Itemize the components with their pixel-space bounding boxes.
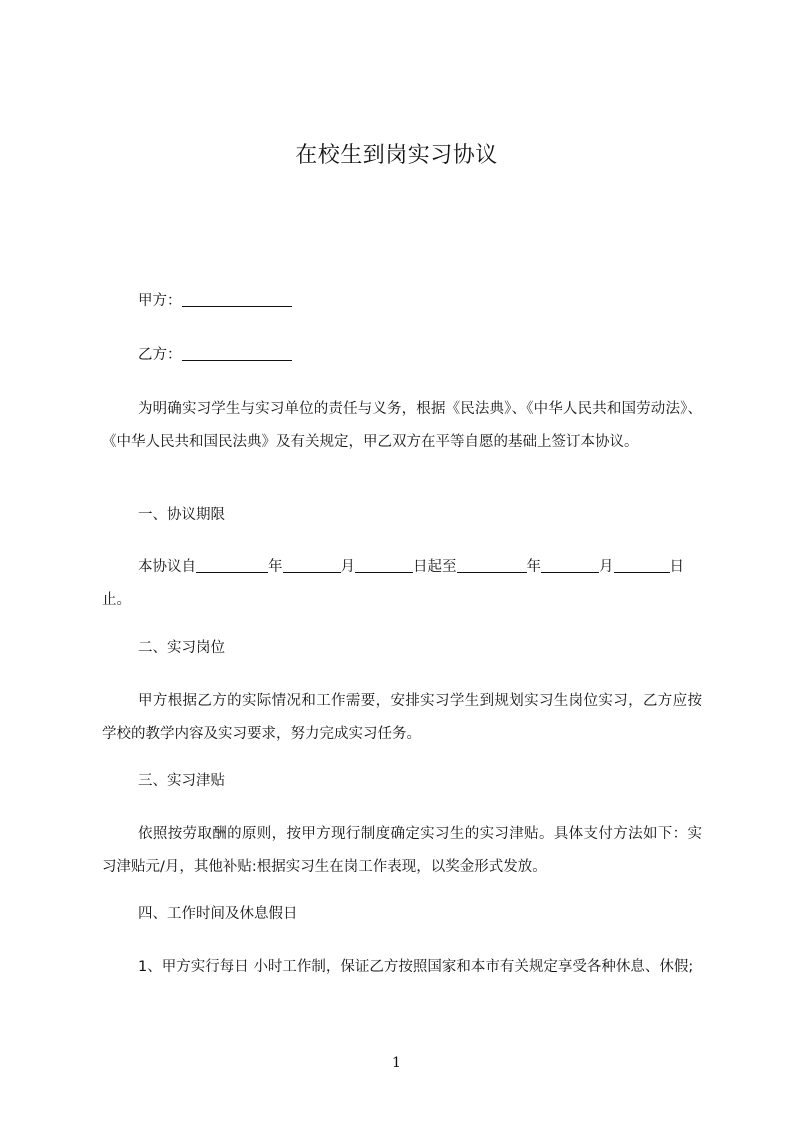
start-year-blank [196, 558, 268, 573]
term-month1: 月 [340, 559, 355, 575]
document-title: 在校生到岗实习协议 [295, 143, 498, 168]
term-prefix: 本协议自 [138, 559, 196, 575]
position-paragraph: 甲方根据乙方的实际情况和工作需要，安排实习学生到规划实习生岗位实习，乙方应按学校的教学内容及实习要求，努力完成实习任务。 [102, 693, 702, 742]
term-end: 止。 [102, 592, 131, 608]
section-heading-allowance: 三、实习津贴 [138, 773, 225, 789]
section-heading-hours: 四、工作时间及休息假日 [138, 906, 298, 922]
end-day-blank [614, 558, 670, 573]
intro-paragraph: 为明确实习学生与实习单位的责任与义务，根据《民法典》、《中华人民共和国劳动法》、《中华人民共和国民法典》及有关规定，甲乙双方在平等自愿的基础上签订本协议。 [102, 401, 702, 450]
party-b-line [138, 345, 292, 365]
party-b-blank [182, 346, 292, 361]
start-day-blank [355, 558, 413, 573]
party-a-label: 甲方： [138, 293, 182, 309]
party-a-line [138, 291, 292, 311]
allowance-paragraph: 依照按劳取酬的原则，按甲方现行制度确定实习生的实习津贴。具体支付方法如下：实习津贴元/月，其他补贴:根据实习生在岗工作表现，以奖金形式发放。 [102, 826, 702, 875]
term-year1: 年 [268, 559, 283, 575]
hours-paragraph: 1、甲方实行每日 小时工作制，保证乙方按照国家和本市有关规定享受各种休息、休假; [138, 959, 694, 975]
section-heading-position: 二、实习岗位 [138, 640, 225, 656]
term-paragraph [102, 551, 702, 617]
party-a-blank [182, 292, 292, 307]
start-month-blank [283, 558, 341, 573]
term-month2: 月 [599, 559, 614, 575]
section-heading-term: 一、协议期限 [138, 507, 225, 523]
term-day1: 日起至 [413, 559, 457, 575]
page-number: 1 [392, 1055, 401, 1071]
end-year-blank [457, 558, 527, 573]
term-year2: 年 [526, 559, 541, 575]
party-b-label: 乙方： [138, 347, 182, 363]
end-month-blank [541, 558, 599, 573]
term-day2: 日 [669, 559, 684, 575]
